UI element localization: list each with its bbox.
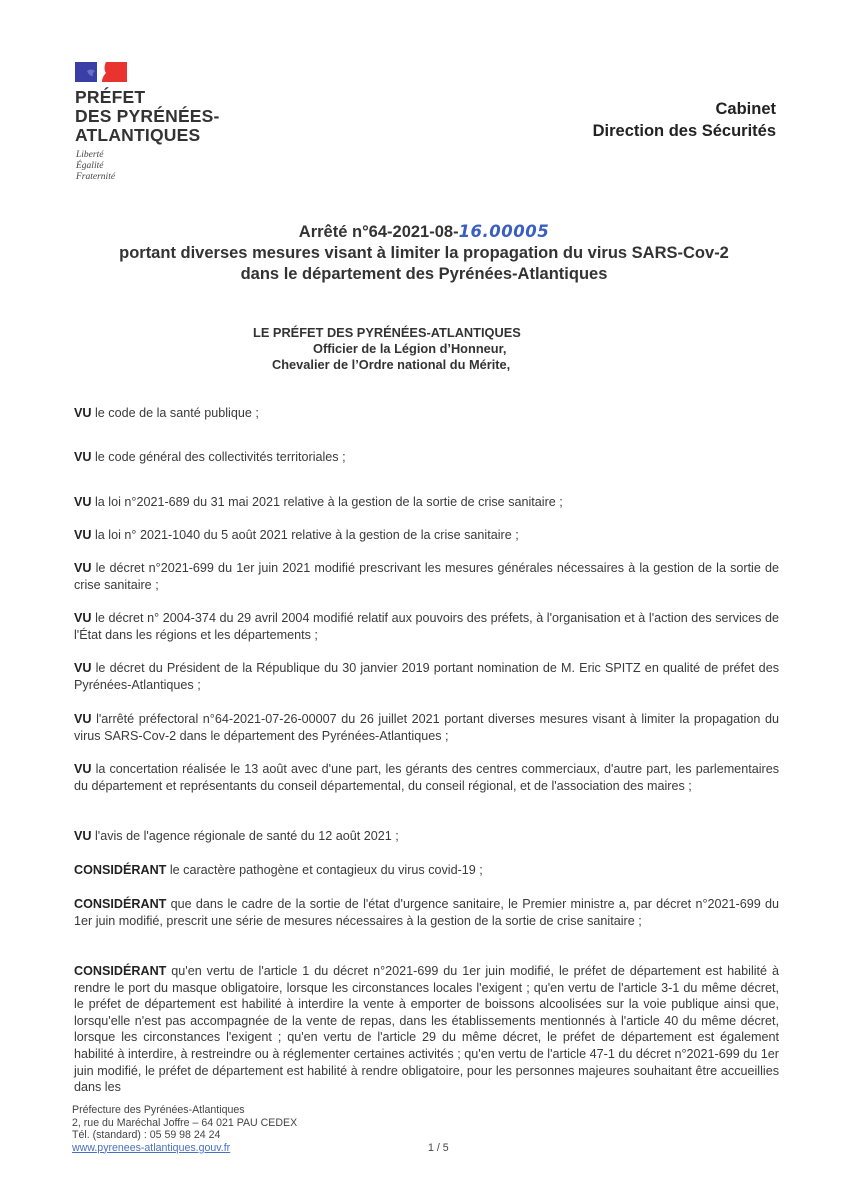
paragraph-lead: CONSIDÉRANT bbox=[74, 863, 167, 877]
prefet-title: Officier de la Légion d’Honneur, bbox=[313, 341, 507, 356]
paragraph-lead: VU bbox=[74, 528, 92, 542]
visa-paragraph bbox=[74, 660, 779, 693]
paragraph-lead: CONSIDÉRANT bbox=[74, 964, 167, 978]
footer-address: 2, rue du Maréchal Joffre – 64 021 PAU CEDEX bbox=[72, 1116, 298, 1129]
paragraph-text: que dans le cadre de la sortie de l'état d'urgence sanitaire, le Premier ministre a, par décret n°2021-699 du 1er juin modifié, prescrit une série de mesures nécessaires à la gestion de la sortie de crise sanitaire ; bbox=[74, 897, 779, 928]
footer-prefecture: Préfecture des Pyrénées-Atlantiques bbox=[72, 1104, 245, 1116]
paragraph-lead: VU bbox=[74, 661, 92, 675]
logo-line: DES PYRÉNÉES- bbox=[75, 106, 220, 126]
decree-subject-line: dans le département des Pyrénées-Atlantiques bbox=[240, 265, 608, 283]
paragraph-text: le décret du Président de la République du 30 janvier 2019 portant nomination de M. Eric SPITZ en qualité de préfet des Pyrénées-Atlantiques ; bbox=[74, 661, 779, 692]
paragraph-lead: VU bbox=[74, 495, 92, 509]
paragraph-text: la loi n°2021-689 du 31 mai 2021 relative à la gestion de la sortie de crise sanitaire ; bbox=[91, 495, 563, 509]
visa-paragraph bbox=[74, 828, 779, 845]
visa-paragraph bbox=[74, 560, 779, 593]
paragraph-text: le code général des collectivités territoriales ; bbox=[91, 450, 346, 464]
decree-subject-line: portant diverses mesures visant à limiter la propagation du virus SARS-Cov-2 bbox=[119, 244, 729, 262]
motto-line: Fraternité bbox=[76, 172, 116, 182]
issuing-service bbox=[593, 98, 776, 142]
paragraph-lead: CONSIDÉRANT bbox=[74, 897, 167, 911]
service-direction: Direction des Sécurités bbox=[592, 122, 776, 140]
visa-paragraph bbox=[74, 610, 779, 643]
considerant-paragraph bbox=[74, 862, 779, 879]
motto-line: Liberté bbox=[76, 150, 104, 160]
footer-phone: Tél. (standard) : 05 59 98 24 24 bbox=[72, 1129, 221, 1141]
prefet-name: LE PRÉFET DES PYRÉNÉES-ATLANTIQUES bbox=[253, 325, 521, 340]
paragraph-lead: VU bbox=[74, 762, 92, 776]
paragraph-text: le caractère pathogène et contagieux du virus covid-19 ; bbox=[166, 863, 483, 877]
page-footer bbox=[72, 1104, 297, 1154]
paragraph-text: la concertation réalisée le 13 août avec d'une part, les gérants des centres commerciaux, d'autre part, les parlementaires du département et représentants du conseil départemental, du conseil régional, et de l'association des maires ; bbox=[74, 762, 779, 793]
paragraph-text: le décret n°2021-699 du 1er juin 2021 modifié prescrivant les mesures générales nécessaires à la gestion de la sortie de crise sanitaire ; bbox=[74, 561, 779, 592]
visa-paragraph bbox=[74, 494, 779, 511]
decree-number bbox=[0, 221, 848, 243]
paragraph-text: qu'en vertu de l'article 1 du décret n°2021-699 du 1er juin modifié, le préfet de département est habilité à rendre le port du masque obligatoire, lorsque les circonstances locales l'exigent ; qu'en vertu de l'article 3-1 du même décret, le préfet de département est habilité à interdire la vente à emporter de boissons alcoolisées sur la voie publique ainsi que, lorsqu'elle n'est pas accompagnée de la vente de repas, dans les établissements mentionnés à l'article 40 du même décret, lorsque les circonstances l'exigent ; qu'en vertu de l'article 29 du même décret, le préfet de département est également habilité à interdire, à restreindre ou à réglementer certaines activités ; qu'en vertu de l'article 47-1 du décret n°2021-699 du 1er juin modifié, le préfet de département est habilité à rendre obligatoire, pour les personnes majeures souhaitant être accueillies dans les bbox=[74, 964, 779, 1095]
paragraph-text: la loi n° 2021-1040 du 5 août 2021 relative à la gestion de la crise sanitaire ; bbox=[91, 528, 519, 542]
handwritten-number: 16.00005 bbox=[458, 222, 550, 241]
logo-line: ATLANTIQUES bbox=[75, 125, 201, 145]
marianne-logo-icon bbox=[75, 62, 127, 82]
visa-paragraph bbox=[74, 527, 779, 544]
decree-title bbox=[0, 221, 848, 285]
prefecture-logo-title bbox=[75, 88, 220, 145]
paragraph-text: l'avis de l'agence régionale de santé du 12 août 2021 ; bbox=[91, 829, 399, 843]
paragraph-lead: VU bbox=[74, 450, 92, 464]
paragraph-text: l'arrêté préfectoral n°64-2021-07-26-00007 du 26 juillet 2021 portant diverses mesures visant à limiter la propagation du virus SARS-Cov-2 dans le département des Pyrénées-Atlantiques ; bbox=[74, 712, 779, 743]
considerant-paragraph bbox=[74, 963, 779, 1096]
visa-paragraph bbox=[74, 711, 779, 744]
visa-paragraph bbox=[74, 449, 779, 466]
paragraph-lead: VU bbox=[74, 611, 92, 625]
prefet-block bbox=[0, 325, 848, 373]
paragraph-lead: VU bbox=[74, 829, 92, 843]
paragraph-lead: VU bbox=[74, 712, 92, 726]
visa-paragraph bbox=[74, 761, 779, 794]
footer-website-link[interactable]: www.pyrenees-atlantiques.gouv.fr bbox=[72, 1141, 231, 1154]
paragraph-lead: VU bbox=[74, 561, 92, 575]
motto-line: Égalité bbox=[76, 161, 104, 171]
considerant-paragraph bbox=[74, 896, 779, 929]
paragraph-text: le code de la santé publique ; bbox=[91, 406, 259, 420]
page-number: 1 / 5 bbox=[428, 1142, 449, 1154]
service-cabinet: Cabinet bbox=[715, 100, 776, 118]
decree-number-prefix: Arrêté n°64-2021-08- bbox=[298, 223, 459, 241]
logo-line: PRÉFET bbox=[75, 87, 146, 107]
republic-motto bbox=[76, 150, 115, 183]
paragraph-text: le décret n° 2004-374 du 29 avril 2004 modifié relatif aux pouvoirs des préfets, à l'organisation et à l'action des services de l'État dans les régions et les départements ; bbox=[74, 611, 779, 642]
visa-paragraph bbox=[74, 405, 779, 422]
prefet-title: Chevalier de l’Ordre national du Mérite, bbox=[272, 357, 511, 372]
paragraph-lead: VU bbox=[74, 406, 92, 420]
